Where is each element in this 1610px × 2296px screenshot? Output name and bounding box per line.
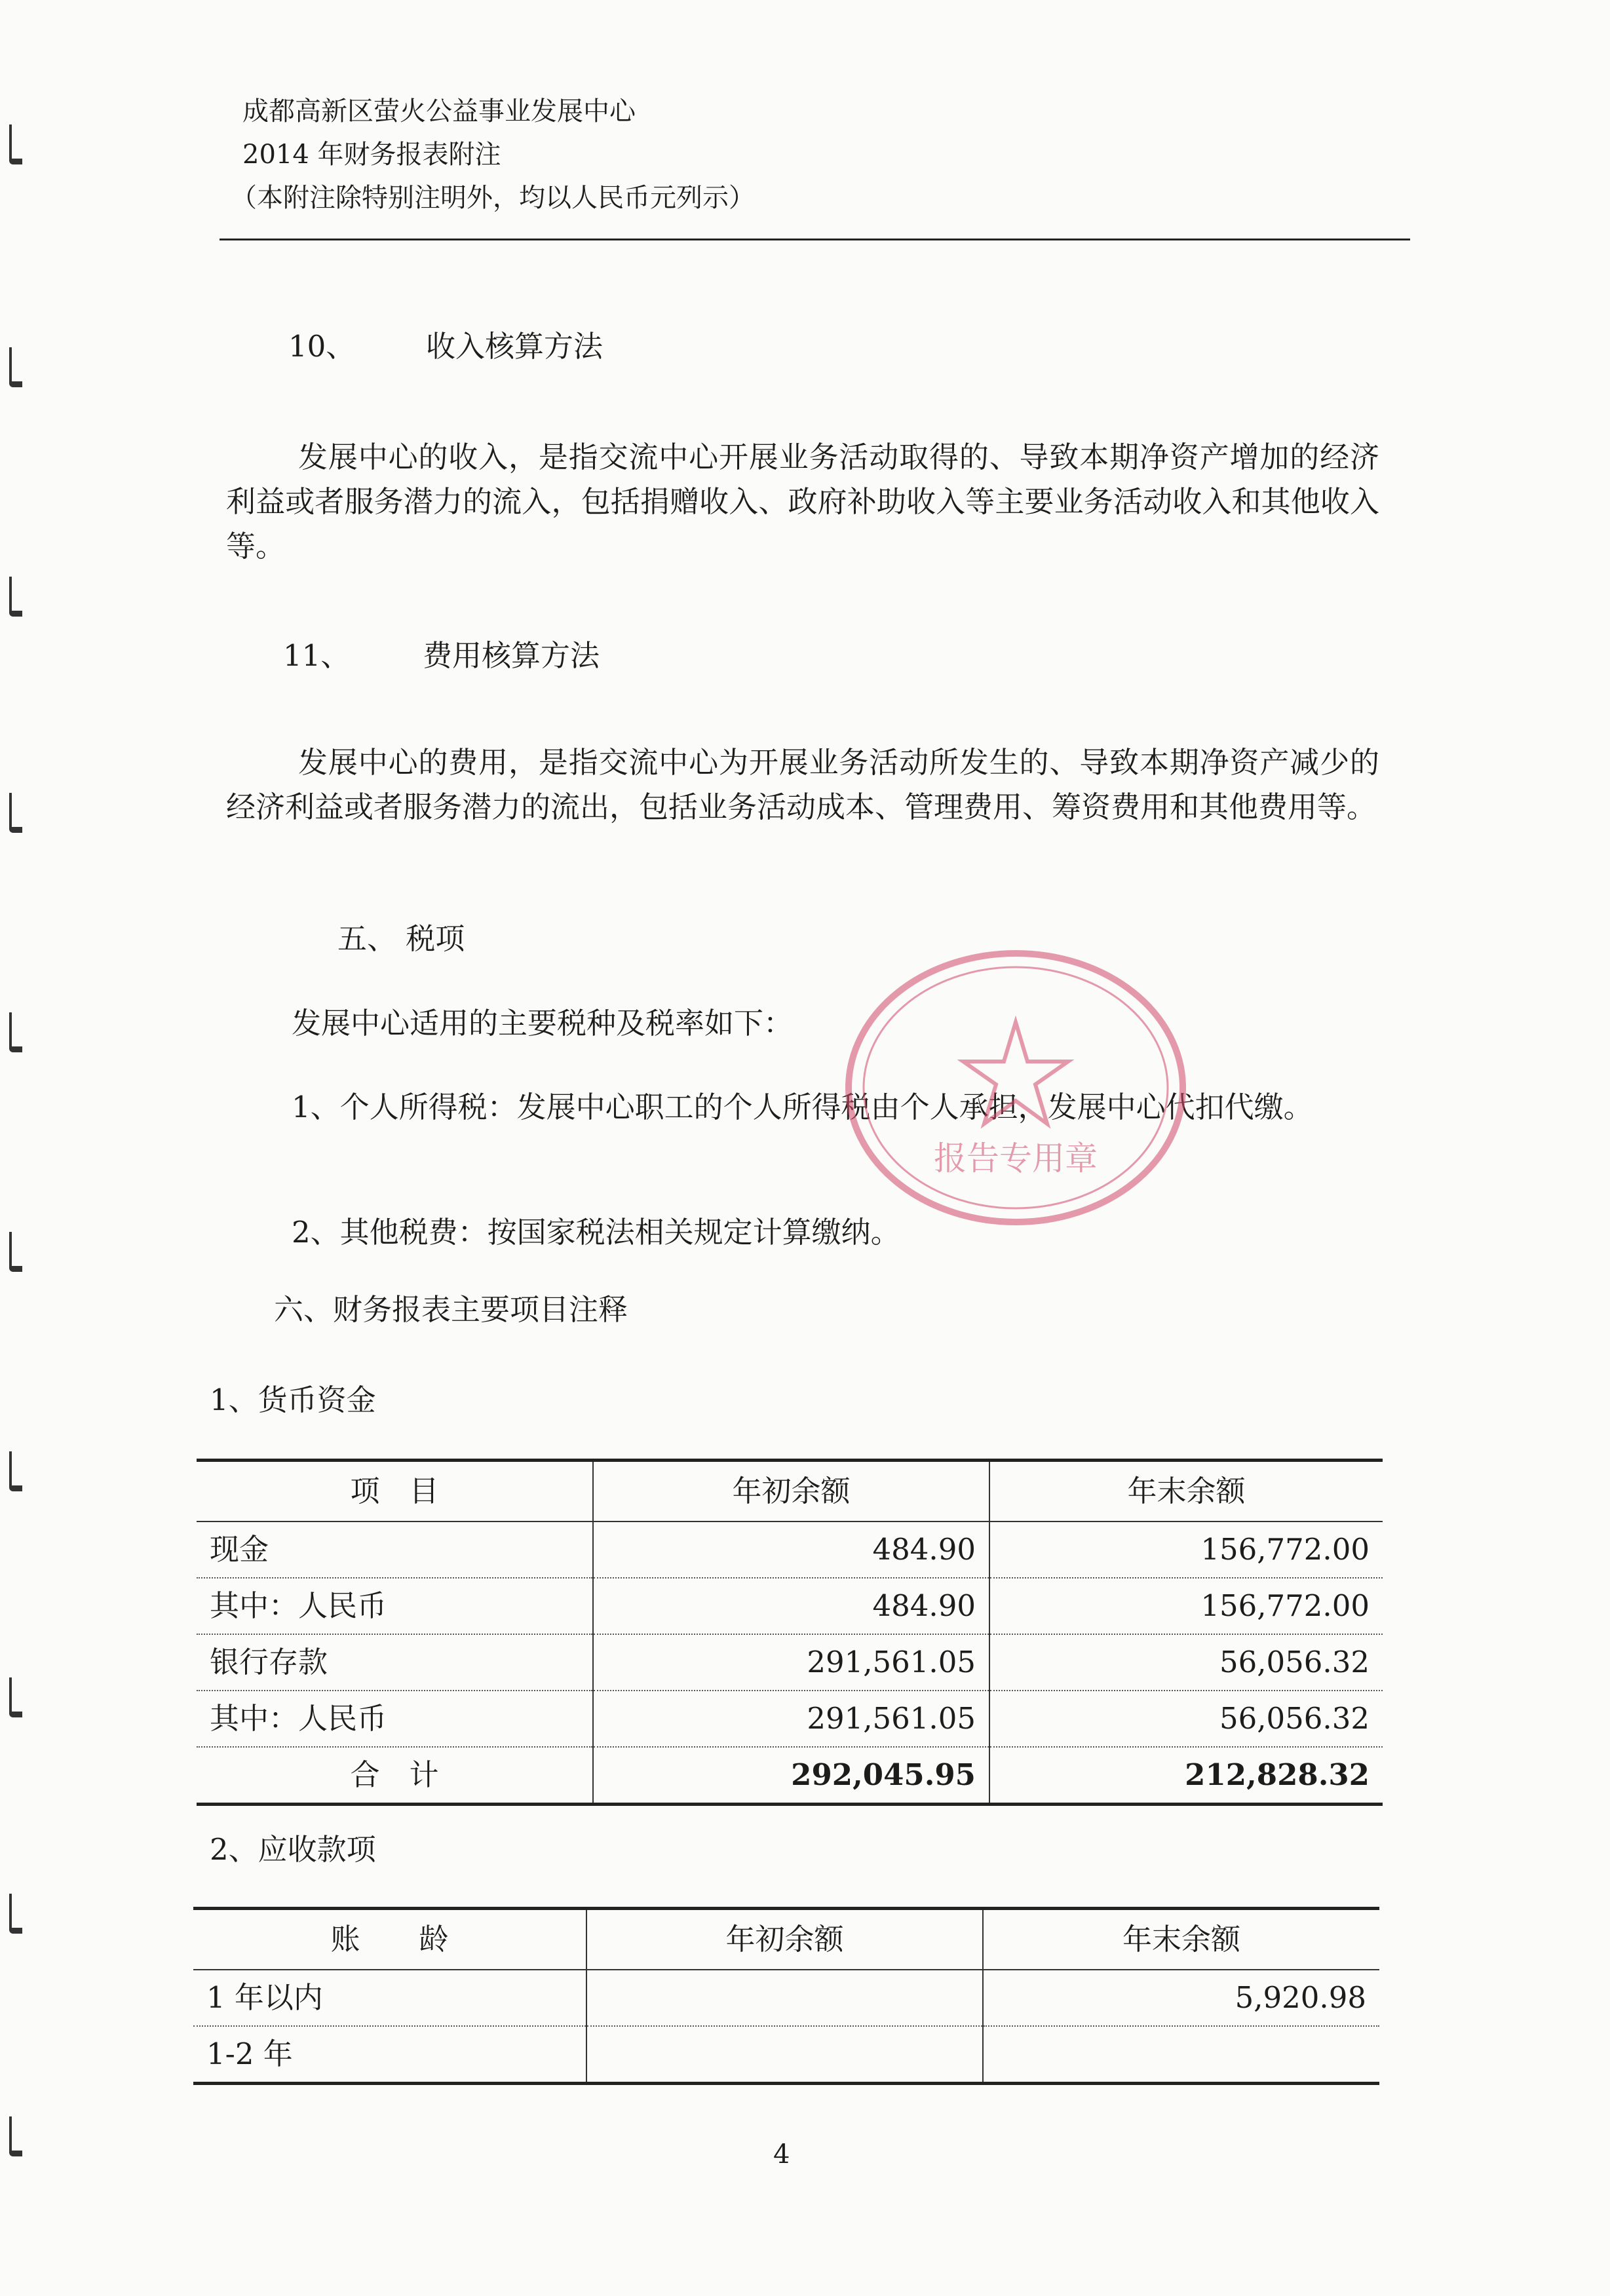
header-note: （本附注除特别注明外，均以人民币元列示） <box>231 183 755 213</box>
table-row <box>197 1521 1383 1578</box>
column-header: 年末余额 <box>983 1909 1379 1970</box>
closing-balance <box>983 2026 1379 2084</box>
punch-mark <box>9 1894 22 1934</box>
punch-mark <box>9 1232 22 1272</box>
header-org: 成都高新区萤火公益事业发展中心 <box>242 96 636 126</box>
column-header: 年初余额 <box>593 1461 989 1522</box>
table-row <box>193 1970 1379 2026</box>
row-label: 1-2 年 <box>193 2026 586 2084</box>
punch-mark <box>9 793 22 833</box>
section-10-body-text: 发展中心的收入，是指交流中心开展业务活动取得的、导致本期净资产增加的经济利益或者服务潜力的流入，包括捐赠收入、政府补助收入等主要业务活动收入和其他收入等。 <box>226 440 1379 564</box>
closing-balance: 5,920.98 <box>983 1970 1379 2026</box>
section-11-body-text: 发展中心的费用，是指交流中心为开展业务活动所发生的、导致本期净资产减少的经济利益或者服务潜力的流出，包括业务活动成本、管理费用、筹资费用和其他费用等。 <box>226 745 1379 824</box>
row-label: 银行存款 <box>197 1634 593 1691</box>
cash-title: 1、货币资金 <box>210 1383 376 1417</box>
punch-mark <box>9 2116 22 2156</box>
cash-table <box>197 1459 1383 1806</box>
opening-balance <box>586 1970 983 2026</box>
total-opening-balance: 292,045.95 <box>593 1747 989 1805</box>
column-header: 账 龄 <box>193 1909 586 1970</box>
section-11-title: 费用核算方法 <box>423 638 600 673</box>
closing-balance: 56,056.32 <box>989 1691 1383 1747</box>
tax-intro: 发展中心适用的主要税种及税率如下： <box>292 1006 794 1041</box>
tax-item-1 <box>210 1085 1379 1130</box>
punch-mark <box>9 1677 22 1717</box>
table-row <box>197 1634 1383 1691</box>
section-11-body <box>226 740 1379 830</box>
receivables-table <box>193 1907 1379 2085</box>
total-closing-balance: 212,828.32 <box>989 1747 1383 1805</box>
punch-mark <box>9 577 22 617</box>
row-label: 其中：人民币 <box>197 1578 593 1634</box>
page-number: 4 <box>773 2139 790 2170</box>
closing-balance: 56,056.32 <box>989 1634 1383 1691</box>
column-header: 项 目 <box>197 1461 593 1522</box>
row-label: 其中：人民币 <box>197 1691 593 1747</box>
total-row <box>197 1747 1383 1805</box>
punch-mark <box>9 1451 22 1491</box>
opening-balance <box>586 2026 983 2084</box>
opening-balance: 484.90 <box>593 1521 989 1578</box>
receivables-title: 2、应收款项 <box>210 1832 376 1867</box>
opening-balance: 291,561.05 <box>593 1691 989 1747</box>
table-header-row <box>193 1909 1379 1970</box>
punch-mark <box>9 1012 22 1052</box>
column-header: 年末余额 <box>989 1461 1383 1522</box>
tax-heading: 五、 税项 <box>337 921 465 956</box>
total-label: 合 计 <box>197 1747 593 1805</box>
table-row <box>197 1578 1383 1634</box>
punch-mark <box>9 124 22 164</box>
tax-item-1-text: 1、个人所得税：发展中心职工的个人所得税由个人承担，发展中心代扣代缴。 <box>292 1090 1313 1124</box>
closing-balance: 156,772.00 <box>989 1521 1383 1578</box>
row-label: 1 年以内 <box>193 1970 586 2026</box>
opening-balance: 484.90 <box>593 1578 989 1634</box>
closing-balance: 156,772.00 <box>989 1578 1383 1634</box>
seal-label: 报告专用章 <box>934 1139 1098 1177</box>
section-10-number: 10、 <box>288 329 356 364</box>
header-report: 2014 年财务报表附注 <box>242 140 501 170</box>
opening-balance: 291,561.05 <box>593 1634 989 1691</box>
table-row <box>193 2026 1379 2084</box>
column-header: 年初余额 <box>586 1909 983 1970</box>
notes-heading: 六、财务报表主要项目注释 <box>274 1292 628 1327</box>
report-seal-stamp <box>839 944 1193 1232</box>
row-label: 现金 <box>197 1521 593 1578</box>
table-row <box>197 1691 1383 1747</box>
tax-item-2: 2、其他税费：按国家税法相关规定计算缴纳。 <box>292 1215 900 1250</box>
section-10-title: 收入核算方法 <box>426 329 604 364</box>
punch-mark <box>9 347 22 387</box>
section-10-body <box>226 435 1379 569</box>
header-rule <box>220 239 1410 240</box>
table-header-row <box>197 1461 1383 1522</box>
section-11-number: 11、 <box>283 638 351 673</box>
